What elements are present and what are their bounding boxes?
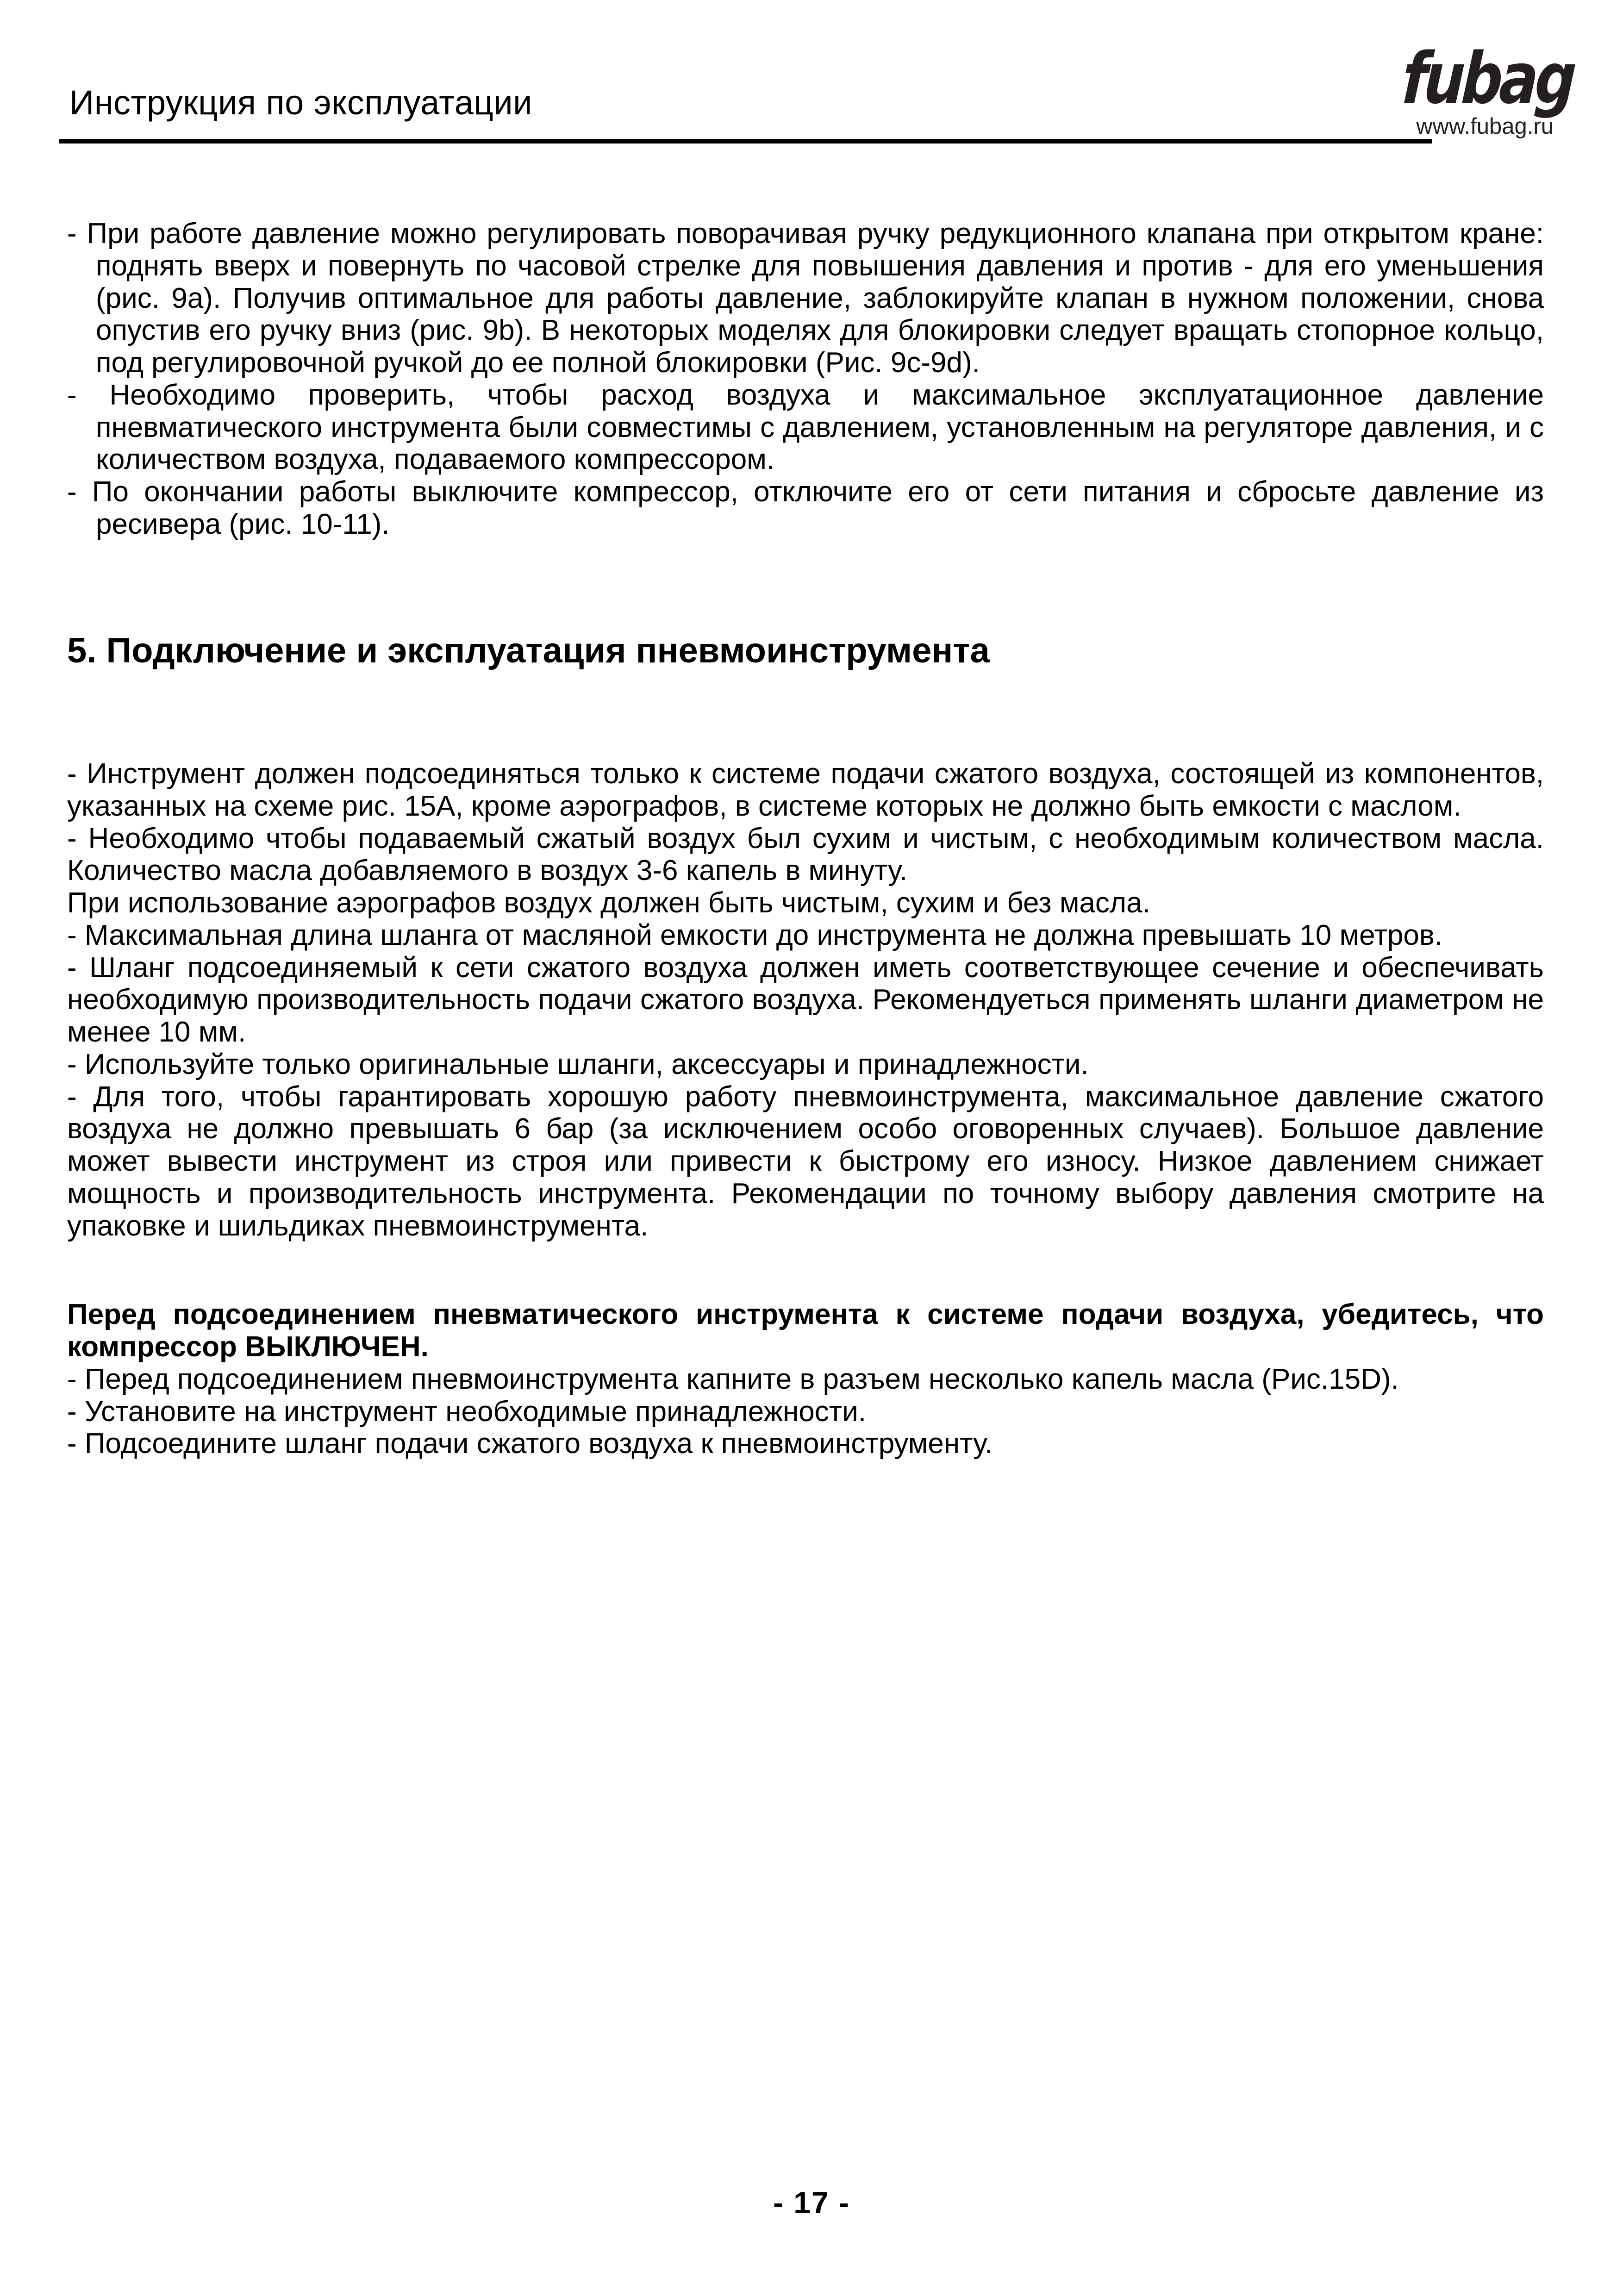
paragraph: - Необходимо чтобы подаваемый сжатый воздух был сухим и чистым, с необходимым количеством масла. Количество масла добавляемого в воздух 3-6 капель в минуту. [67, 822, 1544, 887]
page-title: Инструкция по эксплуатации [69, 83, 532, 122]
list-item: - Подсоедините шланг подачи сжатого воздуха к пневмоинструменту. [67, 1428, 993, 1460]
list-item: - Перед подсоединением пневмоинструмента капните в разъем несколько капель масла (Рис.15D). [67, 1363, 1399, 1395]
page-footer [0, 2185, 1623, 2220]
paragraph: - Инструмент должен подсоединяться только к системе подачи сжатого воздуха, состоящей из компонентов, указанных на схеме рис. 15A, кроме аэрографов, в системе которых не должно быть емкости с маслом. [67, 758, 1544, 822]
warning-note: Перед подсоединением пневматического инструмента к системе подачи воздуха, убедитесь, что компрессор ВЫКЛЮЧЕН. [67, 1298, 1544, 1363]
paragraph: При использование аэрографов воздух должен быть чистым, сухим и без масла. [67, 887, 1150, 919]
page-number: - 17 - [773, 2185, 850, 2220]
spacer [67, 670, 1544, 758]
fubag-logo: fubag [1400, 37, 1576, 119]
page-header [0, 0, 1623, 185]
brand-website-url: www.fubag.ru [1416, 114, 1554, 139]
spacer [67, 1242, 1544, 1298]
list-item: - По окончании работы выключите компрессор, отключите его от сети питания и сбросьте давление из ресивера (рис. 10-11). [67, 476, 1544, 540]
section-heading: 5. Подключение и эксплуатация пневмоинструмента [67, 630, 990, 670]
paragraph: - Используйте только оригинальные шланги, аксессуары и принадлежности. [67, 1048, 1089, 1080]
list-item: - Необходимо проверить, чтобы расход воздуха и максимальное эксплуатационное давление пневматического инструмента были совместимы с давлением, установленным на регуляторе давления, и с количеством воздуха, подаваемого компрессором. [67, 379, 1544, 476]
paragraph: - Максимальная длина шланга от масляной емкости до инструмента не должна превышать 10 метров. [67, 919, 1443, 951]
paragraph: - Для того, чтобы гарантировать хорошую работу пневмоинструмента, максимальное давление сжатого воздуха не должно превышать 6 бар (за исключением особо оговоренных случаев). Большое давление может вывести инструмент из строя или привести к быстрому его износу. Низкое давлением снижает мощность и производительность инструмента. Рекомендации по точному выбору давления смотрите на упаковке и шильдиках пневмоинструмента. [67, 1080, 1544, 1242]
brand-block [1314, 37, 1576, 139]
list-item: - Установите на инструмент необходимые принадлежности. [67, 1395, 867, 1428]
spacer [67, 541, 1544, 631]
header-divider [59, 139, 1432, 144]
paragraph: - Шланг подсоединяемый к сети сжатого воздуха должен иметь соответствующее сечение и обеспечивать необходимую производительность подачи сжатого воздуха. Рекомендуеться применять шланги диаметром не менее 10 мм. [67, 951, 1544, 1048]
list-item: - При работе давление можно регулировать поворачивая ручку редукционного клапана при открытом кране: поднять вверх и повернуть по часовой стрелке для повышения давления и против - для его уменьшения (рис. 9a). Получив оптимальное для работы давление, заблокируйте клапан в нужном положении, снова опустив его ручку вниз (рис. 9b). В некоторых моделях для блокировки следует вращать стопорное кольцо, под регулировочной ручкой до ее полной блокировки (Рис. 9c-9d). [67, 218, 1544, 379]
page-content [67, 218, 1544, 1460]
